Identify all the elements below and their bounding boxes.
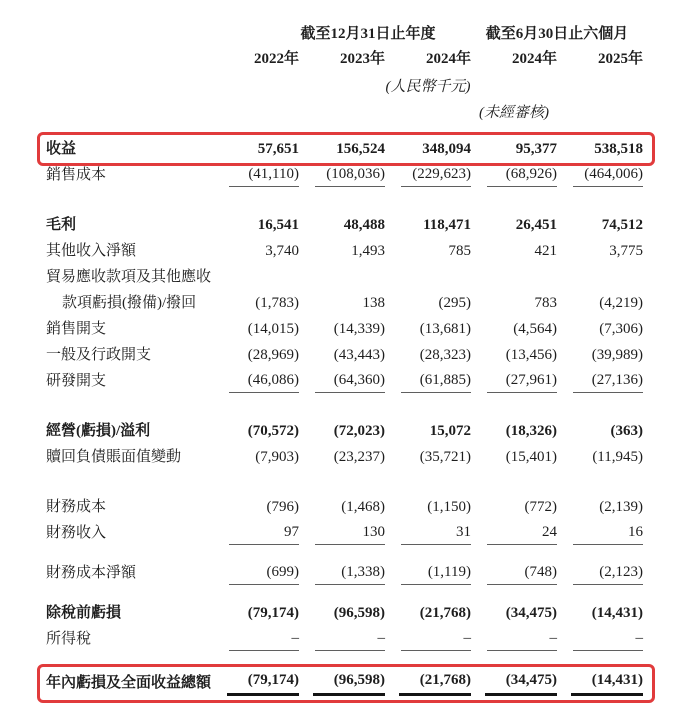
cell-value: (28,323) xyxy=(419,347,471,363)
section-spacer xyxy=(46,394,643,418)
row-value-2024 xyxy=(385,241,471,261)
row-value-2024-interim xyxy=(471,603,557,623)
row-value-2025-interim xyxy=(557,215,643,235)
cell-value: (14,431) xyxy=(571,670,643,696)
cell-value: (64,360) xyxy=(315,370,385,393)
row-value-2023 xyxy=(299,497,385,517)
unaudited-note: (未經審核) xyxy=(479,105,549,121)
row-value-2024-interim xyxy=(471,215,557,235)
row-value-2024-interim xyxy=(471,670,557,696)
row-value-2024 xyxy=(385,670,471,696)
cell-value: (1,783) xyxy=(255,295,299,311)
cell-value: (15,401) xyxy=(505,449,557,465)
cell-value: (7,306) xyxy=(599,321,643,337)
cell-value: (4,564) xyxy=(513,321,557,337)
table-row xyxy=(46,560,643,586)
row-value-2024 xyxy=(385,628,471,651)
cell-value: 74,512 xyxy=(601,217,643,233)
row-value-2024 xyxy=(385,215,471,235)
cell-value: (96,598) xyxy=(313,670,385,696)
row-value-2022 xyxy=(213,603,299,623)
row-value-2024-interim xyxy=(471,164,557,187)
cell-value: 348,094 xyxy=(422,141,471,157)
row-label: 財務成本 xyxy=(46,499,107,515)
row-label: 研發開支 xyxy=(46,373,107,389)
row-value-2024-interim xyxy=(471,370,557,393)
row-value-2025-interim xyxy=(557,164,643,187)
row-label: 除稅前虧損 xyxy=(46,605,122,621)
cell-value: 783 xyxy=(534,295,557,311)
row-value-2024 xyxy=(385,293,471,313)
row-label: 經營(虧損)/溢利 xyxy=(46,423,151,439)
cell-value: – xyxy=(573,628,643,651)
table-row xyxy=(46,162,643,188)
section-spacer xyxy=(46,188,643,212)
row-label: 收益 xyxy=(46,141,77,157)
row-value-2024 xyxy=(385,319,471,339)
cell-value: (41,110) xyxy=(229,164,299,187)
table-row xyxy=(46,316,643,342)
row-label: 銷售成本 xyxy=(46,167,107,183)
row-value-2025-interim xyxy=(557,421,643,441)
cell-value: (748) xyxy=(487,562,557,585)
cell-value: (79,174) xyxy=(247,605,299,621)
cell-value: (27,136) xyxy=(573,370,643,393)
row-value-2022 xyxy=(213,370,299,393)
table-row xyxy=(46,290,643,316)
cell-value: 3,775 xyxy=(609,243,643,259)
cell-value: 138 xyxy=(362,295,385,311)
cell-value: 130 xyxy=(315,522,385,545)
cell-value: (70,572) xyxy=(247,423,299,439)
cell-value: (68,926) xyxy=(487,164,557,187)
table-header-years xyxy=(46,44,643,74)
cell-value: (14,015) xyxy=(247,321,299,337)
row-value-2024-interim xyxy=(471,139,557,159)
row-label: 貿易應收款項及其他應收 xyxy=(46,269,212,285)
cell-value: 156,524 xyxy=(336,141,385,157)
cell-value: – xyxy=(487,628,557,651)
cell-value: (363) xyxy=(610,423,643,439)
row-value-2022 xyxy=(213,319,299,339)
section-spacer xyxy=(46,546,643,560)
row-value-2023 xyxy=(299,164,385,187)
cell-value: (46,086) xyxy=(229,370,299,393)
cell-value: 48,488 xyxy=(343,217,385,233)
row-value-2025-interim xyxy=(557,319,643,339)
cell-value: (295) xyxy=(438,295,471,311)
row-value-2025-interim xyxy=(557,562,643,585)
table-header-period-groups xyxy=(46,16,643,44)
row-value-2023 xyxy=(299,421,385,441)
cell-value: (1,468) xyxy=(341,499,385,515)
cell-value: (34,475) xyxy=(485,670,557,696)
cell-value: (229,623) xyxy=(401,164,471,187)
cell-value: (108,036) xyxy=(315,164,385,187)
cell-value: (4,219) xyxy=(599,295,643,311)
table-row xyxy=(46,626,643,652)
table-row xyxy=(46,600,643,626)
row-value-2022 xyxy=(213,164,299,187)
cell-value: 1,493 xyxy=(351,243,385,259)
cell-value: 95,377 xyxy=(515,141,557,157)
table-row xyxy=(46,520,643,546)
cell-value: 16,541 xyxy=(257,217,299,233)
cell-value: (61,885) xyxy=(401,370,471,393)
row-value-2024-interim xyxy=(471,447,557,467)
row-value-2024-interim xyxy=(471,345,557,365)
cell-value: (796) xyxy=(266,499,299,515)
row-label: 其他收入淨額 xyxy=(46,243,137,259)
cell-value: – xyxy=(315,628,385,651)
cell-value: (2,123) xyxy=(573,562,643,585)
row-value-2023 xyxy=(299,293,385,313)
cell-value: (72,023) xyxy=(333,423,385,439)
cell-value: 26,451 xyxy=(515,217,557,233)
row-value-2024 xyxy=(385,603,471,623)
cell-value: 57,651 xyxy=(257,141,299,157)
cell-value: 785 xyxy=(448,243,471,259)
row-value-2022 xyxy=(213,670,299,696)
cell-value: (96,598) xyxy=(333,605,385,621)
row-value-2025-interim xyxy=(557,293,643,313)
cell-value: 97 xyxy=(229,522,299,545)
row-label: 毛利 xyxy=(46,217,77,233)
cell-value: 3,740 xyxy=(265,243,299,259)
row-value-2024 xyxy=(385,139,471,159)
cell-value: 31 xyxy=(401,522,471,545)
header-year-2024: 2024年 xyxy=(425,51,471,67)
row-value-2022 xyxy=(213,139,299,159)
table-header-currency-row xyxy=(46,74,643,100)
row-value-2023 xyxy=(299,603,385,623)
cell-value: 15,072 xyxy=(429,423,471,439)
row-value-2022 xyxy=(213,562,299,585)
table-row xyxy=(46,444,643,470)
row-value-2024 xyxy=(385,345,471,365)
header-year-2025-interim: 2025年 xyxy=(597,51,643,67)
cell-value: (14,431) xyxy=(591,605,643,621)
row-value-2024-interim xyxy=(471,522,557,545)
row-value-2023 xyxy=(299,562,385,585)
row-value-2023 xyxy=(299,319,385,339)
cell-value: (21,768) xyxy=(419,605,471,621)
cell-value: (43,443) xyxy=(333,347,385,363)
cell-value: 16 xyxy=(573,522,643,545)
table-row xyxy=(46,494,643,520)
cell-value: (27,961) xyxy=(487,370,557,393)
row-label: 財務成本淨額 xyxy=(46,565,137,581)
row-value-2024 xyxy=(385,562,471,585)
table-header-unaudited-row xyxy=(46,100,643,126)
header-year-2024-interim: 2024年 xyxy=(511,51,557,67)
row-value-2022 xyxy=(213,293,299,313)
cell-value: 24 xyxy=(487,522,557,545)
row-label: 年內虧損及全面收益總額 xyxy=(46,675,212,691)
row-value-2024 xyxy=(385,447,471,467)
row-value-2023 xyxy=(299,139,385,159)
row-value-2022 xyxy=(213,497,299,517)
row-value-2024 xyxy=(385,370,471,393)
cell-value: (11,945) xyxy=(592,449,643,465)
section-spacer xyxy=(46,470,643,494)
row-label: 財務收入 xyxy=(46,525,107,541)
row-value-2022 xyxy=(213,345,299,365)
row-value-2022 xyxy=(213,628,299,651)
row-value-2024-interim xyxy=(471,628,557,651)
row-value-2025-interim xyxy=(557,447,643,467)
table-row xyxy=(46,418,643,444)
cell-value: (18,326) xyxy=(505,423,557,439)
row-value-2022 xyxy=(213,421,299,441)
currency-note: (人民幣千元) xyxy=(385,79,471,95)
row-value-2024-interim xyxy=(471,319,557,339)
row-value-2025-interim xyxy=(557,670,643,696)
row-value-2022 xyxy=(213,447,299,467)
row-value-2025-interim xyxy=(557,139,643,159)
row-value-2023 xyxy=(299,345,385,365)
cell-value: (79,174) xyxy=(227,670,299,696)
row-label: 贖回負債賬面值變動 xyxy=(46,449,182,465)
cell-value: (1,338) xyxy=(315,562,385,585)
row-value-2024 xyxy=(385,421,471,441)
cell-value: (772) xyxy=(524,499,557,515)
row-value-2025-interim xyxy=(557,497,643,517)
cell-value: (28,969) xyxy=(247,347,299,363)
cell-value: (7,903) xyxy=(255,449,299,465)
section-spacer xyxy=(46,652,643,670)
row-value-2023 xyxy=(299,370,385,393)
row-value-2025-interim xyxy=(557,628,643,651)
row-value-2025-interim xyxy=(557,603,643,623)
table-row xyxy=(46,212,643,238)
highlighted-row xyxy=(46,136,643,162)
cell-value: 421 xyxy=(534,243,557,259)
row-value-2024-interim xyxy=(471,241,557,261)
row-value-2025-interim xyxy=(557,345,643,365)
section-spacer xyxy=(46,586,643,600)
cell-value: (1,119) xyxy=(401,562,471,585)
row-value-2024 xyxy=(385,497,471,517)
highlighted-row xyxy=(46,670,643,696)
row-value-2024-interim xyxy=(471,562,557,585)
table-row xyxy=(46,368,643,394)
cell-value: (699) xyxy=(229,562,299,585)
row-value-2023 xyxy=(299,670,385,696)
cell-value: (13,681) xyxy=(419,321,471,337)
header-year-2022: 2022年 xyxy=(253,51,299,67)
income-statement-table xyxy=(46,136,643,696)
row-label: 銷售開支 xyxy=(46,321,107,337)
row-value-2024-interim xyxy=(471,497,557,517)
cell-value: (2,139) xyxy=(599,499,643,515)
row-label: 一般及行政開支 xyxy=(46,347,152,363)
row-value-2022 xyxy=(213,215,299,235)
table-row xyxy=(46,264,643,290)
cell-value: (39,989) xyxy=(591,347,643,363)
row-value-2022 xyxy=(213,522,299,545)
table-row xyxy=(46,342,643,368)
cell-value: (13,456) xyxy=(505,347,557,363)
row-value-2025-interim xyxy=(557,370,643,393)
row-value-2023 xyxy=(299,241,385,261)
cell-value: – xyxy=(401,628,471,651)
header-gap xyxy=(46,126,643,136)
table-row xyxy=(46,238,643,264)
row-value-2025-interim xyxy=(557,241,643,261)
cell-value: (35,721) xyxy=(419,449,471,465)
cell-value: (464,006) xyxy=(573,164,643,187)
header-period-group-annual: 截至12月31日止年度 xyxy=(300,26,436,42)
cell-value: (21,768) xyxy=(399,670,471,696)
row-value-2025-interim xyxy=(557,522,643,545)
cell-value: 538,518 xyxy=(594,141,643,157)
row-value-2023 xyxy=(299,522,385,545)
cell-value: (34,475) xyxy=(505,605,557,621)
cell-value: (14,339) xyxy=(333,321,385,337)
cell-value: (1,150) xyxy=(427,499,471,515)
row-value-2023 xyxy=(299,447,385,467)
row-value-2024 xyxy=(385,522,471,545)
row-value-2023 xyxy=(299,628,385,651)
row-value-2024 xyxy=(385,164,471,187)
header-year-2023: 2023年 xyxy=(339,51,385,67)
row-label: 所得稅 xyxy=(46,631,92,647)
cell-value: 118,471 xyxy=(423,217,471,233)
row-value-2023 xyxy=(299,215,385,235)
cell-value: (23,237) xyxy=(333,449,385,465)
row-value-2024-interim xyxy=(471,421,557,441)
row-value-2024-interim xyxy=(471,293,557,313)
row-label: 款項虧損(撥備)/撥回 xyxy=(62,295,197,311)
cell-value: – xyxy=(229,628,299,651)
header-period-group-interim: 截至6月30日止六個月 xyxy=(485,26,629,42)
row-value-2022 xyxy=(213,241,299,261)
